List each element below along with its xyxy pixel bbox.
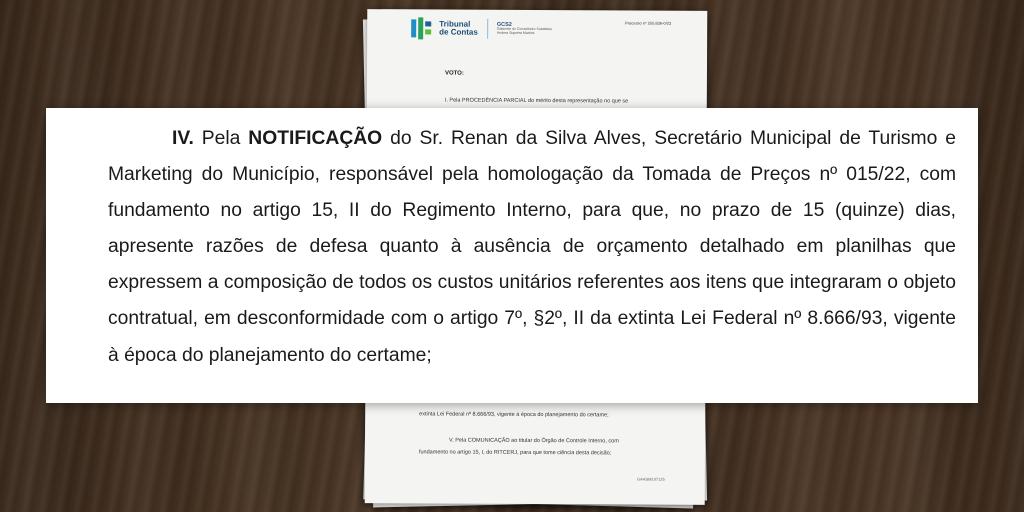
lower-line-1: extinta Lei Federal nº 8.666/93, vigente à época do planejamento do certame; <box>419 411 609 419</box>
org-name <box>439 20 478 36</box>
unit-block <box>497 23 552 35</box>
footer-code: GAASM107125 <box>637 476 665 482</box>
unit-code: GCS2 <box>496 21 512 28</box>
org-line-1: Tribunal <box>439 19 471 29</box>
highlight-callout <box>46 108 978 403</box>
unit-line-1: Gabinete do Conselheiro Substituto <box>496 26 553 32</box>
letterhead <box>411 17 552 40</box>
item-v-line-2: fundamento no artigo 15, I, do RITCERJ, para que tome ciência desta decisão; <box>418 449 612 457</box>
unit-line-2: Andrea Siqueira Martins <box>496 30 535 35</box>
callout-text-a: Pela <box>193 128 249 149</box>
callout-paragraph <box>108 121 956 374</box>
voto-heading: VOTO: <box>444 70 464 77</box>
tribunal-logo-icon <box>411 17 433 39</box>
item-i-text: I. Pela PROCEDÊNCIA PARCIAL do mérito desta representação no que se <box>444 97 629 105</box>
process-number: Processo nº 255.836-0/23 <box>625 20 672 26</box>
callout-text-b: do Sr. Renan da Silva Alves, Secretário Municipal de Turismo e Marketing do Município, responsável pela homologação da Tomada de Preços nº 015/22, com fundamento no artigo 15, II do Regimento Interno, para que, no prazo de 15 (quinze) dias, apresente razões de defesa quanto à ausência de orçamento detalhado em planilhas que expressem a composição de todos os custos unitários referentes aos itens que integraram o objeto contratual, em desconformidade com o artigo 7º, §2º, II da extinta Lei Federal nº 8.666/93, vigente à época do planejamento do certame; <box>108 128 956 366</box>
org-line-2: de Contas <box>439 27 478 37</box>
letterhead-divider <box>487 19 488 39</box>
highlight-keyword: NOTIFICAÇÃO <box>248 128 383 149</box>
item-numeral: IV. <box>172 128 194 149</box>
item-v-line-1: V. Pela COMUNICAÇÃO ao titular do Órgão de Controle Interno, com <box>449 437 619 445</box>
